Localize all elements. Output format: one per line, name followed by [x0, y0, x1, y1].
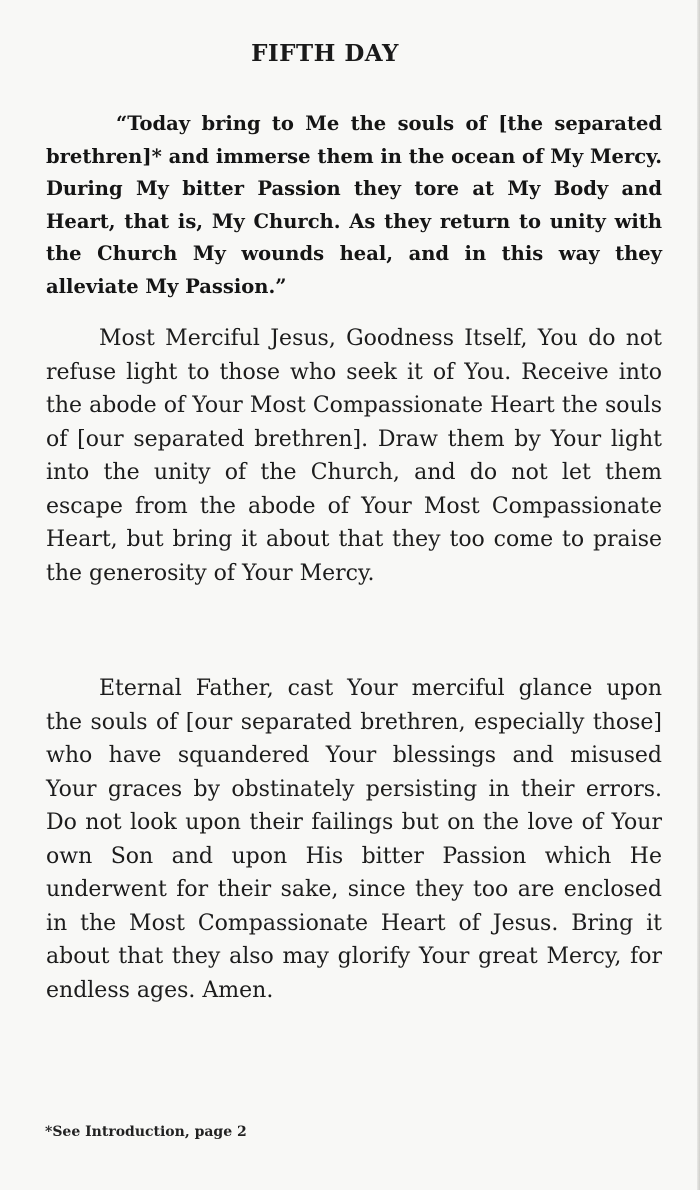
jesus-quote-paragraph: “Today bring to Me the souls of [the separated brethren]* and immerse them in the ocean of My Mercy. During My bitter Passion they tore at My Body and Heart, that is, My Church. As they return to unity with the Church My wounds heal, and in this way they alleviate My Passion.” [46, 112, 662, 298]
page-heading: FIFTH DAY [251, 40, 399, 67]
prayer-paragraph-1: Most Merciful Jesus, Goodness Itself, You do not refuse light to those who seek it of You. Receive into the abode of Your Most Compassionate Heart the souls of [our separated brethren]. Draw them by Your light into the unity of the Church, and do not let them escape from the abode of Your Most Compassionate Heart, but bring it about that they too come to praise the generosity of Your Mercy. [46, 326, 662, 586]
prayer-paragraph-2: Eternal Father, cast Your merciful glance upon the souls of [our separated brethren, especially those] who have squandered Your blessings and misused Your graces by obstinately persisting in their errors. Do not look upon their failings but on the love of Your own Son and upon His bitter Passion which He underwent for their sake, since they too are enclosed in the Most Compassionate Heart of Jesus. Bring it about that they also may glorify Your great Mercy, for endless ages. Amen. [46, 676, 662, 1003]
footnote: *See Introduction, page 2 [45, 1124, 247, 1140]
